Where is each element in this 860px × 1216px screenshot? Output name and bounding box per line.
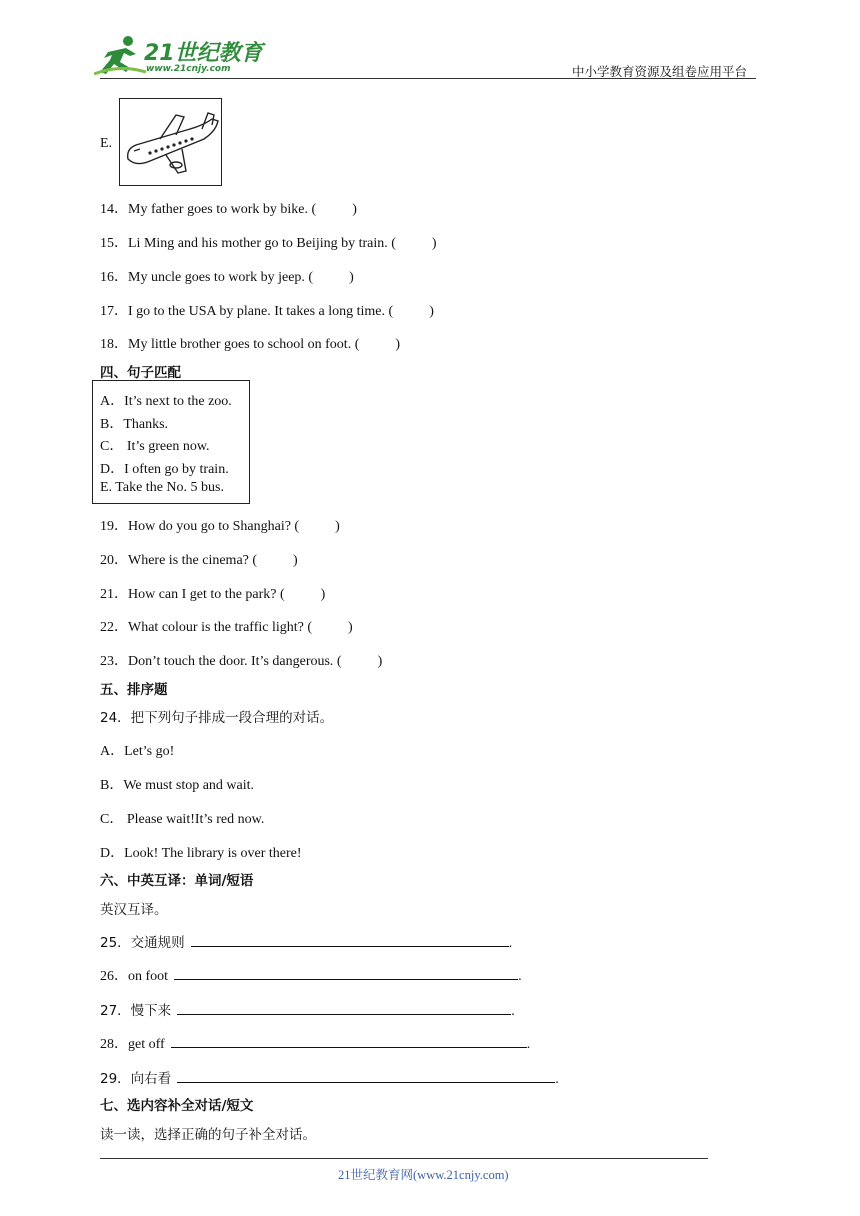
question-26: 26．on foot . <box>100 965 522 985</box>
question-24: 24．把下列句子排成一段合理的对话。 <box>100 710 334 726</box>
section-5-title: 五、排序题 <box>100 682 168 698</box>
option-c: C． It’s green now. <box>100 439 210 454</box>
section-6-title: 六、中英互译：单词/短语 <box>100 873 254 889</box>
option-a: A．It’s next to the zoo. <box>100 394 232 409</box>
airplane-icon <box>120 99 221 185</box>
question-14: 14．My father goes to work by bike. ( ) <box>100 202 357 217</box>
question-25: 25．交通规则 . <box>100 931 512 952</box>
section-6-instruction: 英汉互译。 <box>100 902 168 918</box>
sort-option-b: B．We must stop and wait. <box>100 778 255 793</box>
footer-text: 21世纪教育网(www.21cnjy.com) <box>338 1168 509 1182</box>
question-19: 19．How do you go to Shanghai? ( ) <box>100 519 340 534</box>
answer-blank-25[interactable] <box>191 932 509 947</box>
option-b: B．Thanks. <box>100 417 169 432</box>
answer-blank-29[interactable] <box>177 1068 555 1083</box>
section-4-title: 四、句子匹配 <box>100 365 181 381</box>
question-22: 22．What colour is the traffic light? ( ) <box>100 620 353 635</box>
question-20: 20．Where is the cinema? ( ) <box>100 553 298 568</box>
sort-option-d: D．Look! The library is over there! <box>100 846 302 861</box>
section-7-title: 七、选内容补全对话/短文 <box>100 1098 254 1114</box>
question-23: 23．Don’t touch the door. It’s dangerous. ( ) <box>100 654 383 669</box>
answer-blank-27[interactable] <box>177 1000 511 1015</box>
question-15: 15．Li Ming and his mother go to Beijing by train. ( ) <box>100 236 437 251</box>
question-18: 18．My little brother goes to school on foot. ( ) <box>100 337 401 352</box>
logo-title: 21世纪教育 <box>144 41 263 66</box>
answer-blank-28[interactable] <box>171 1033 527 1048</box>
sort-option-c: C． Please wait!It’s red now. <box>100 812 265 827</box>
section-7-instruction: 读一读，选择正确的句子补全对话。 <box>100 1127 316 1143</box>
airplane-image <box>119 98 222 186</box>
question-17: 17．I go to the USA by plane. It takes a long time. ( ) <box>100 304 434 319</box>
option-d: D．I often go by train. <box>100 462 229 477</box>
answer-blank-26[interactable] <box>174 965 518 980</box>
question-27: 27．慢下来 . <box>100 999 515 1020</box>
question-21: 21．How can I get to the park? ( ) <box>100 587 326 602</box>
runner-logo-icon <box>94 34 148 78</box>
item-e-label: E. <box>100 136 113 151</box>
header-divider <box>100 78 756 79</box>
logo-url: www.21cnjy.com <box>146 64 231 74</box>
question-29: 29．向右看 . <box>100 1067 559 1088</box>
footer-divider <box>100 1158 708 1159</box>
header-right-text: 中小学教育资源及组卷应用平台 <box>572 64 748 79</box>
question-16: 16．My uncle goes to work by jeep. ( ) <box>100 270 354 285</box>
option-e: E. Take the No. 5 bus. <box>100 480 224 495</box>
header-logo <box>94 34 264 78</box>
sort-option-a: A．Let’s go! <box>100 744 175 759</box>
question-28: 28．get off . <box>100 1033 530 1053</box>
